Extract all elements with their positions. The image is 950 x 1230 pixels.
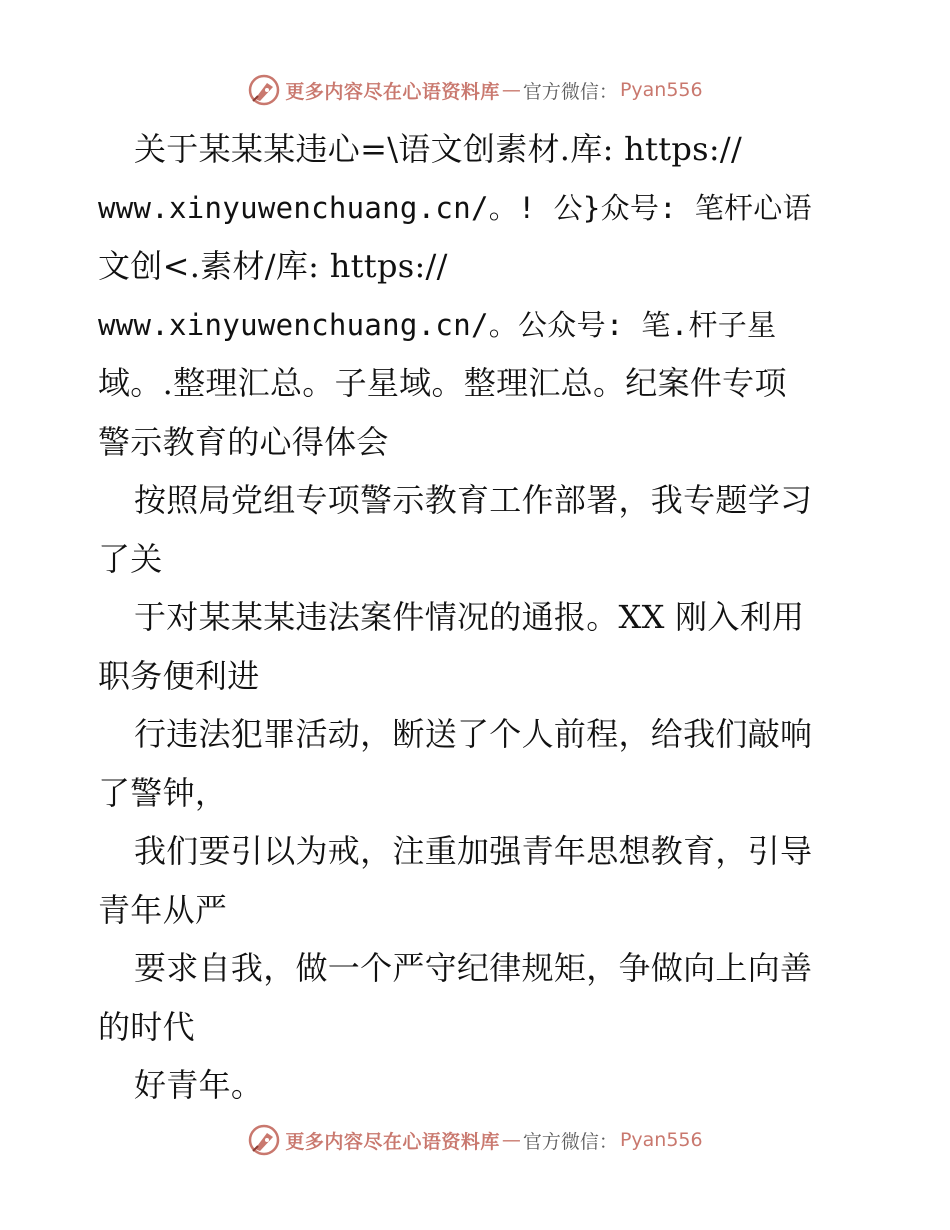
banner-wechat-label: 官方微信： [522, 1130, 618, 1153]
text-line [98, 296, 858, 355]
text-line: 按照局党组专项警示教育工作部署，我专题学习 [134, 481, 813, 519]
text-line: 行违法犯罪活动，断送了个人前程，给我们敲响 [134, 715, 813, 753]
banner-wechat-id: Pyan556 [619, 1129, 703, 1151]
pen-nib-logo-icon [247, 73, 281, 107]
text-line: 要求自我，做一个严守纪律规矩，争做向上向善 [134, 949, 813, 987]
text-line: 青年从严 [98, 890, 228, 929]
text-line: 的时代 [98, 1007, 195, 1046]
text-line: 于对某某某违法案件情况的通报。XX 刚入利用 [134, 598, 805, 636]
text-line: 我们要引以为戒，注重加强青年思想教育，引导 [134, 832, 813, 870]
text-line: 关于某某某违心=\语文创素材.库: https:// [134, 130, 743, 168]
text-line-content: www.xinyuwenchuang.cn/。! 公}众号: 笔杆心语 [98, 190, 812, 225]
text-line: 域。.整理汇总。子星域。整理汇总。纪案件专项 [98, 364, 787, 402]
text-line-content: www.xinyuwenchuang.cn/。公众号: 笔.杆子星 [98, 307, 777, 342]
banner-separator: — [501, 79, 521, 101]
pen-nib-logo-icon [247, 1123, 281, 1157]
text-line: 文创<.素材/库: https:// [98, 247, 448, 285]
footer-watermark-banner [0, 1118, 950, 1162]
banner-wechat-id: Pyan556 [619, 79, 703, 101]
text-line: 了关 [98, 539, 163, 578]
text-line: 了警钟， [98, 773, 228, 812]
text-line: 好青年。 [134, 1066, 264, 1104]
banner-separator: — [501, 1129, 521, 1151]
banner-main-text: 更多内容尽在心语资料库 [285, 80, 500, 103]
text-line: 职务便利进 [98, 656, 260, 695]
banner-wechat-label: 官方微信： [522, 80, 618, 103]
document-title: 警示教育的心得体会 [98, 422, 389, 461]
text-line [98, 179, 858, 238]
banner-main-text: 更多内容尽在心语资料库 [285, 1130, 500, 1153]
document-body [98, 120, 858, 1115]
header-watermark-banner [0, 68, 950, 112]
